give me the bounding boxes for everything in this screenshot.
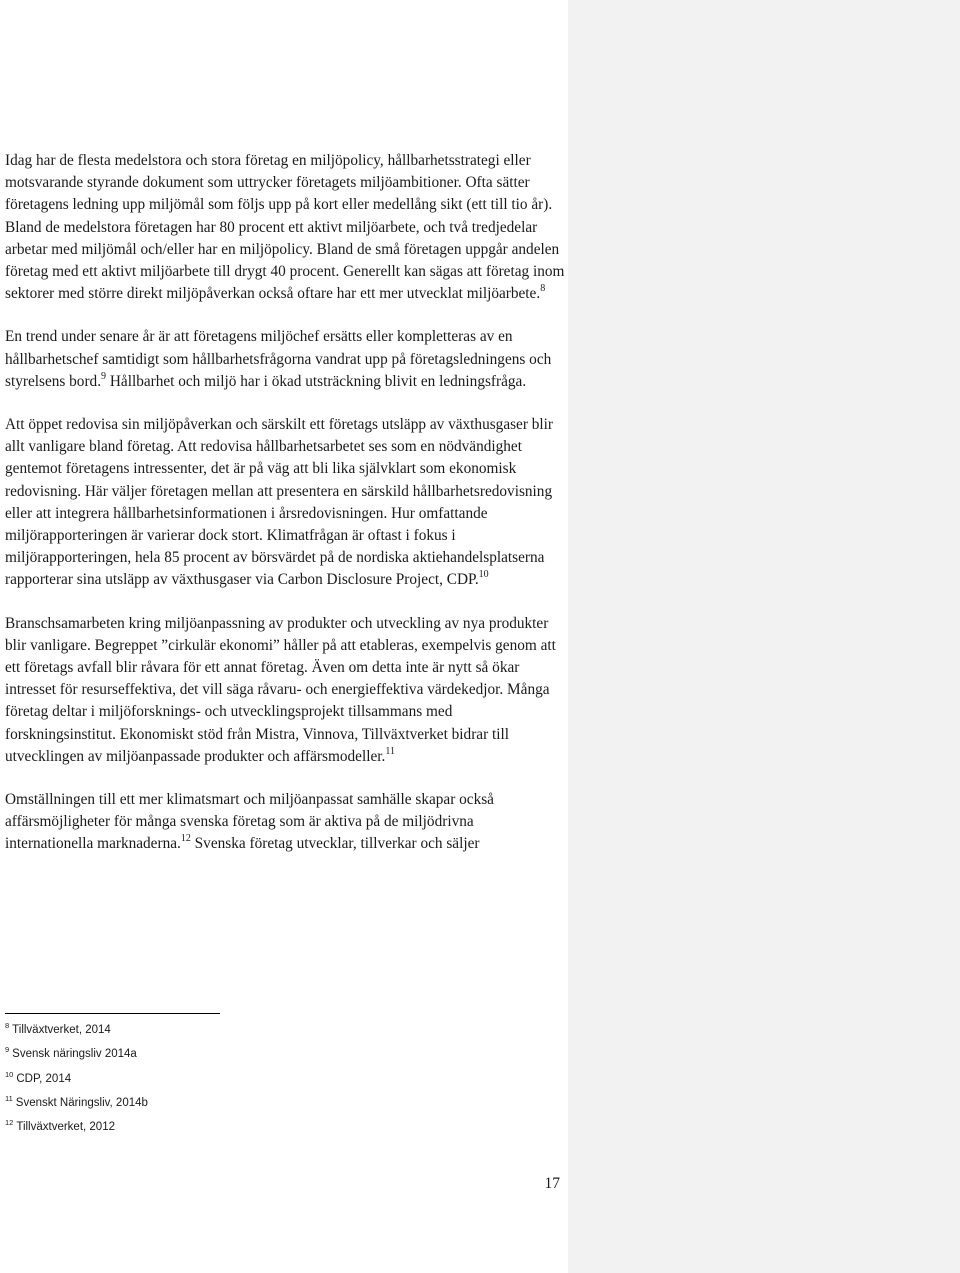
footnote-ref-9[interactable]: 9	[101, 370, 107, 382]
footnote-number: 9	[5, 1045, 10, 1055]
footnote-number: 10	[5, 1069, 14, 1079]
paragraph-text: Att öppet redovisa sin miljöpåverkan och särskilt ett företags utsläpp av växthusgaser blir allt vanligare bland företag. Att redovisa hållbarhetsarbetet ses som en nödvändighet gentemot företagens intressenter, det är på väg att bli lika självklart som ekonomisk redovisning. Här väljer företagen mellan att presentera en särskild hållbarhetsredovisning eller att integrera hållbarhetsinformationen i årsredovisningen. Hur omfattande miljörapporteringen är varierar dock stort. Klimatfrågan är oftast i fokus i miljörapporteringen, hela 85 procent av börsvärdet på de nordiska aktiehandelsplatserna rapporterar sina utsläpp av växthusgaser via Carbon Disclosure Project, CDP.	[5, 416, 554, 589]
footnote-9	[5, 1046, 405, 1070]
paragraph-text: Idag har de flesta medelstora och stora företag en miljöpolicy, hållbarhetsstrategi eller motsvarande styrande dokument som uttrycker företagets miljöambitioner. Ofta sätter företagens ledning upp miljömål som följs upp på kort eller medellång sikt (ett till tio år). Bland de medelstora företagen har 80 procent ett aktivt miljöarbete, och två tredjedelar arbetar med miljömål och/eller har en miljöpolicy. Bland de små företagen uppgår andelen företag med ett aktivt miljöarbete till drygt 40 procent. Generellt kan sägas att företag inom sektorer med större direkt miljöpåverkan också oftare har ett mer utvecklat miljöarbete.	[5, 152, 565, 303]
footnote-12	[5, 1119, 405, 1143]
margin-panel	[568, 0, 960, 1273]
footnote-number: 11	[5, 1094, 13, 1104]
footnote-divider	[5, 1013, 220, 1014]
footnote-10	[5, 1071, 405, 1095]
paragraph-text: En trend under senare år är att företagens miljöchef ersätts eller kompletteras av en hållbarhetschef samtidigt som hållbarhetsfrågorna vandrat upp på företagsledningens och styrelsens bord.	[5, 328, 552, 390]
footnote-8	[5, 1022, 405, 1046]
footnote-text: Tillväxtverket, 2012	[16, 1121, 115, 1134]
footnote-text: Tillväxtverket, 2014	[12, 1024, 111, 1036]
footnote-number: 12	[5, 1118, 14, 1128]
paragraph-3	[5, 414, 565, 592]
footnote-ref-12[interactable]: 12	[180, 833, 191, 845]
footnote-text: CDP, 2014	[16, 1072, 72, 1085]
paragraph-4	[5, 613, 565, 768]
paragraph-text: Omställningen till ett mer klimatsmart och miljöanpassat samhälle skapar också affärsmöjligheter för många svenska företag som är aktiva på de miljödrivna internationella marknaderna.	[5, 791, 494, 853]
footnote-ref-11[interactable]: 11	[385, 745, 395, 757]
page-number: 17	[544, 1175, 560, 1192]
footnote-number: 8	[5, 1021, 10, 1031]
footnote-text: Svenskt Näringsliv, 2014b	[15, 1096, 148, 1109]
paragraph-1	[5, 150, 565, 305]
paragraph-text-continued: Hållbarhet och miljö har i ökad utsträckning blivit en ledningsfråga.	[106, 372, 527, 390]
footnote-ref-8[interactable]: 8	[540, 283, 546, 295]
paragraph-2	[5, 326, 565, 393]
paragraph-text: Branschsamarbeten kring miljöanpassning av produkter och utveckling av nya produkter blir vanligare. Begreppet ”cirkulär ekonomi” håller på att etableras, exempelvis genom att ett företags avfall blir råvara för ett annat företag. Även om detta inte är nytt så ökar intresset för resurseffektiva, det vill säga råvaru- och energieffektiva värdekedjor. Många företag deltar i miljöforsknings- och utvecklingsprojekt tillsammans med forskningsinstitut. Ekonomiskt stöd från Mistra, Vinnova, Tillväxtverket bidrar till utvecklingen av miljöanpassade produkter och affärsmodeller.	[5, 614, 556, 765]
footnote-11	[5, 1095, 405, 1119]
paragraph-text-continued: Svenska företag utvecklar, tillverkar och säljer	[190, 835, 480, 853]
footnote-ref-10[interactable]: 10	[478, 569, 489, 581]
footnote-text: Svensk näringsliv 2014a	[12, 1048, 137, 1061]
footnotes	[5, 1022, 405, 1143]
body-text	[5, 150, 565, 877]
paragraph-5	[5, 789, 565, 856]
